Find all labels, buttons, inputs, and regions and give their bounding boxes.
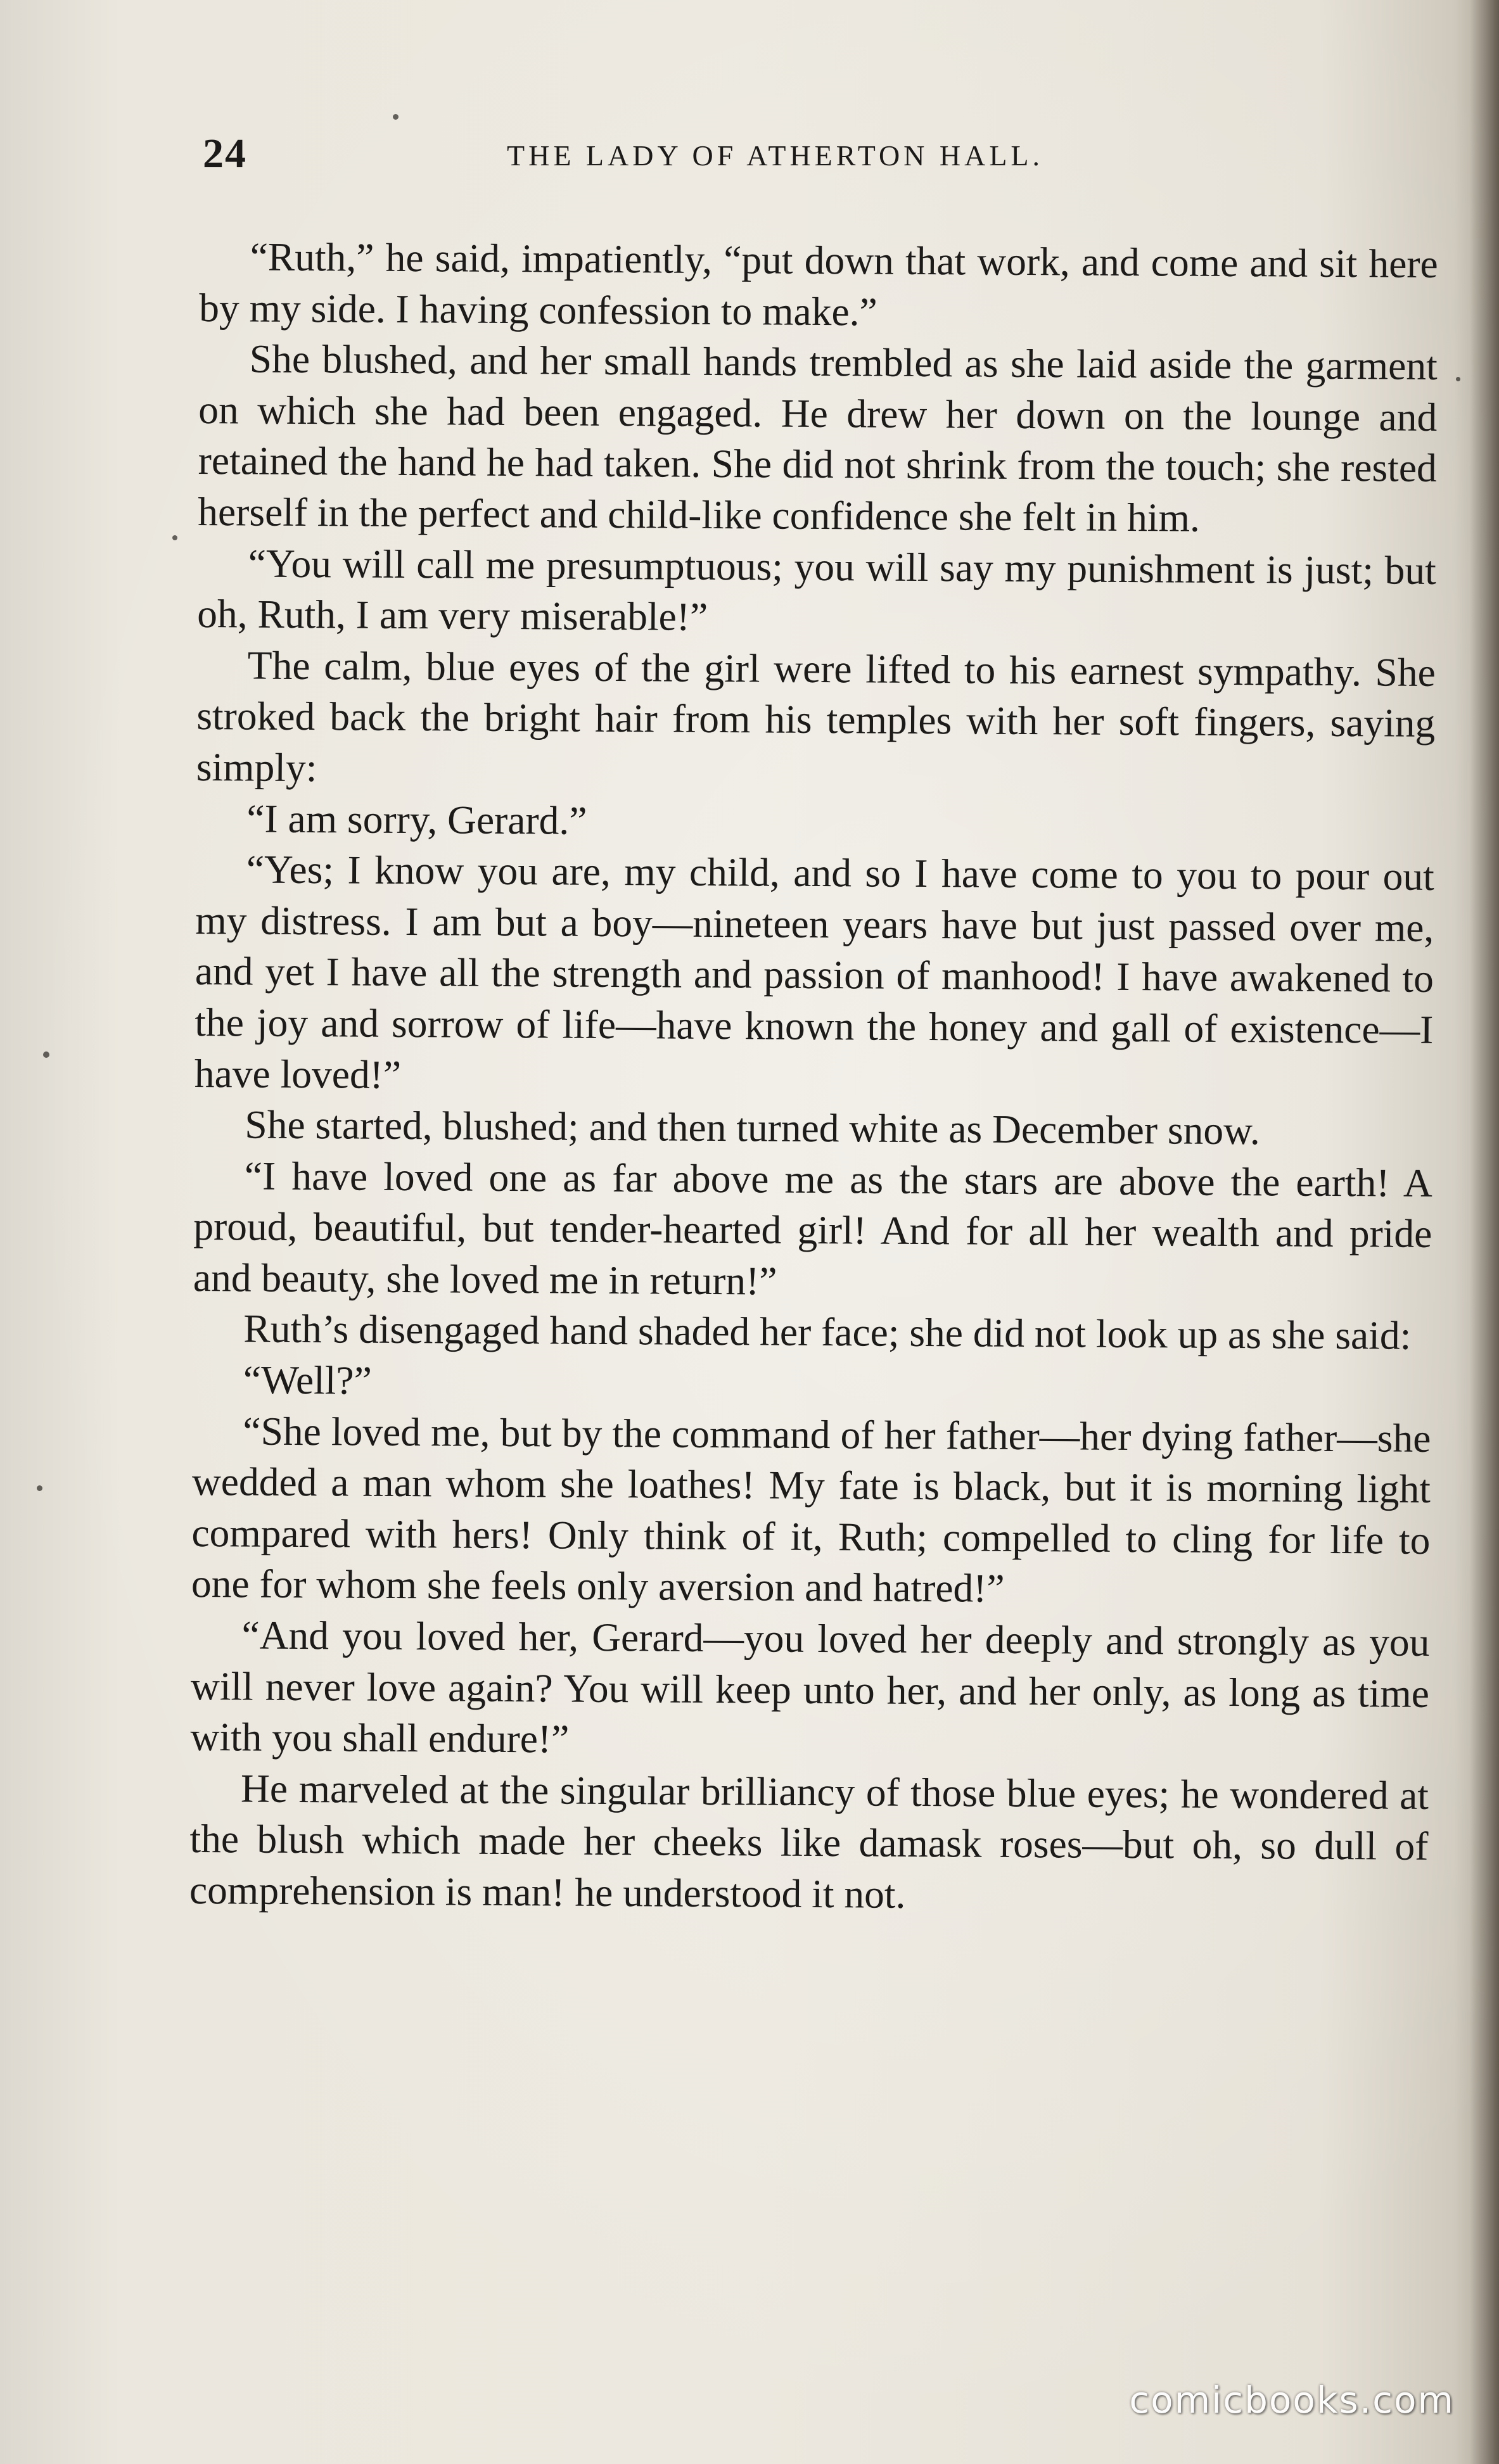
paper-speck [1456,377,1460,381]
paragraph: “You will call me presumptuous; you will say my punishment is just; but oh, Ruth, I am very miserable!” [197,540,1436,640]
paragraph: Ruth’s disengaged hand shaded her face; she did not look up as she said: [243,1305,1412,1359]
paper-speck [393,114,399,120]
paper-speck [172,535,177,540]
paragraph: “I am sorry, Gerard.” [246,796,587,843]
page-edge-shadow [1470,0,1499,2464]
running-title: THE LADY OF ATHERTON HALL. [507,139,1044,172]
body-text [187,231,1438,2291]
paragraph: “And you loved her, Gerard—you loved her deeply and strongly as you will never love again? You will keep unto her, and her only, as long as time with you shall endure!” [190,1612,1430,1762]
paragraph: “She loved me, but by the command of her father—her dying father—she wedded a man whom she loathes! My fate is black, but it is morning light compared with hers! Only think of it, Ruth; compelled to cling for life to one for whom she feels only aversion and hatred!” [191,1408,1431,1611]
paper-speck [37,1485,42,1491]
paragraph: “I have loved one as far above me as the stars are above the earth! A proud, beautiful, but tender-hearted girl! And for all her wealth and pride and beauty, she loved me in return!” [193,1153,1433,1304]
paragraph: She started, blushed; and then turned white as December snow. [245,1102,1260,1153]
paragraph: She blushed, and her small hands trembled as she laid aside the garment on which she had been engaged. He drew her down on the lounge and retained the hand he had taken. She did not shrink from the touch; she rested herself in the perfect and child-like confidence she felt in him. [198,336,1438,540]
site-watermark: comicbooks.com [1129,2378,1455,2422]
page-number: 24 [203,130,247,177]
paragraph: “Ruth,” he said, impatiently, “put down that work, and come and sit here by my side. I having confession to make.” [199,234,1438,334]
page-header [203,130,1166,187]
paper-speck [43,1051,49,1058]
paragraph: “Well?” [243,1357,373,1403]
paragraph: The calm, blue eyes of the girl were lifted to his earnest sympathy. She stroked back the bright hair from his temples with her soft fingers, saying simply: [196,642,1436,791]
paragraph: He marveled at the singular brilliancy of those blue eyes; he wondered at the blush which made her cheeks like damask roses—but oh, so dull of comprehension is man! he understood it not. [189,1765,1429,1917]
paragraph: “Yes; I know you are, my child, and so I have come to you to pour out my distress. I am but a boy—nineteen years have but just passed over me, and yet I have all the strength and passion of manhood! I have awakened to the joy and sorrow of life—have known the honey and gall of existence—I have loved!” [194,846,1435,1097]
